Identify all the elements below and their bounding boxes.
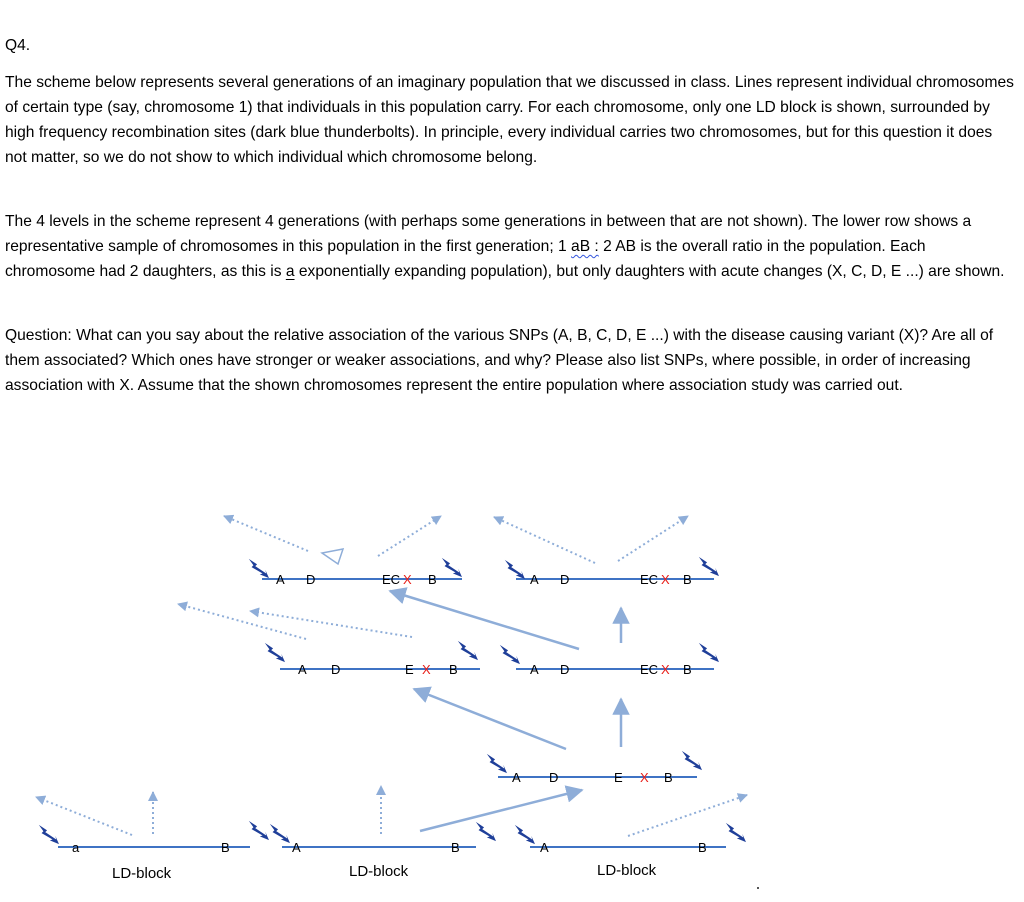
intro-paragraph: The scheme below represents several generations of an imaginary population that we discussed in class. Lines represent individual chromosomes of certain type (say, chromosome 1) that individuals in this population carry. For each chromosome, only one LD block is shown, surrounded by high frequency recombination sites (dark blue thunderbolts). In principle, every individual carries two chromosomes, but for this question it does not matter, so we do not show to which individual which chromosome belong. (5, 74, 1014, 166)
snp-a-allele: a (72, 840, 80, 855)
variant-x: X (661, 662, 670, 677)
gen1-chromosome-1 (58, 840, 250, 882)
thunderbolt-icon (249, 559, 269, 578)
arrow-gen2-to-gen3-left (414, 689, 566, 749)
dotted-arrow (628, 795, 747, 836)
variant-x: X (661, 572, 670, 587)
gen3-chromosome-right (516, 662, 714, 677)
hollow-arrowhead-icon (322, 549, 343, 564)
thunderbolt-icon (500, 645, 520, 664)
thunderbolt-icon (726, 823, 746, 842)
gen3-chromosome-left (280, 662, 480, 677)
snp-b: B (449, 662, 458, 677)
snp-b: B (428, 572, 437, 587)
question-number: Q4. (5, 37, 31, 54)
snp-ec: EC (640, 572, 659, 587)
snp-ec: EC (382, 572, 401, 587)
gen2-chromosome (498, 770, 697, 785)
dotted-arrow (178, 604, 306, 639)
thunderbolt-icon (699, 643, 719, 662)
stray-dot (757, 887, 759, 889)
snp-ec: EC (640, 662, 659, 677)
dotted-arrow (224, 516, 308, 551)
snp-b: B (698, 840, 707, 855)
gen1-chromosome-2 (282, 840, 476, 880)
variant-x: X (403, 572, 412, 587)
thunderbolt-icon (249, 821, 269, 840)
gen4-chromosome-right (516, 572, 714, 587)
snp-a: A (298, 662, 307, 677)
snp-b: B (664, 770, 673, 785)
variant-x: X (640, 770, 649, 785)
thunderbolt-icon (270, 824, 290, 843)
variant-x: X (422, 662, 431, 677)
snp-d: D (549, 770, 559, 785)
snp-b: B (683, 572, 692, 587)
dotted-arrow (618, 516, 688, 561)
arrow-gen1-to-gen2 (420, 790, 582, 831)
snp-e: E (405, 662, 414, 677)
thunderbolt-icon (515, 825, 535, 844)
arrow-gen3-to-gen4-left (390, 591, 579, 649)
dotted-arrow (494, 517, 595, 563)
snp-a: A (540, 840, 549, 855)
snp-d: D (560, 662, 570, 677)
thunderbolt-icon (487, 754, 507, 773)
ld-block-label: LD-block (597, 862, 657, 879)
dotted-arrow (36, 797, 132, 835)
generations-text-2: 2 AB is the overall ratio in the population. Each chromosome had 2 daughters, as this is (5, 238, 926, 280)
thunderbolt-icon (442, 558, 462, 577)
snp-d: D (560, 572, 570, 587)
generations-text-1: The 4 levels in the scheme represent 4 generations (with perhaps some generations in between that are not shown). The lower row shows a representative sample of chromosomes in this population in the first generation; 1 (5, 213, 972, 255)
thunderbolt-icon (265, 643, 285, 662)
article-highlight: a (285, 263, 295, 280)
generations-paragraph (5, 209, 1017, 284)
snp-d: D (306, 572, 316, 587)
snp-a: A (276, 572, 285, 587)
snp-e: E (614, 770, 623, 785)
snp-a: A (530, 572, 539, 587)
thunderbolt-icon (699, 557, 719, 576)
thunderbolt-icon (39, 825, 59, 844)
question-paragraph: Question: What can you say about the relative association of the various SNPs (A, B, C, D, E ...) with the disease causing variant (X)? Are all of them associated? Which ones have stronger or weaker associations, and why? Please also list SNPs, where possible, in order of increasing association with X. Assume that the shown chromosomes represent the entire population where association study was carried out. (5, 327, 994, 394)
generations-text-3: exponentially expanding population), but only daughters with acute changes (X, C, D, E ...) are shown. (294, 263, 1005, 280)
ld-block-label: LD-block (112, 865, 172, 882)
thunderbolt-icon (458, 641, 478, 660)
gen1-chromosome-3 (530, 840, 726, 879)
inheritance-arrows (390, 591, 621, 831)
snp-d: D (331, 662, 341, 677)
dotted-arrow (250, 611, 412, 637)
snp-b: B (683, 662, 692, 677)
snp-a: A (292, 840, 301, 855)
gen4-chromosome-left (262, 572, 462, 587)
ld-block-label: LD-block (349, 863, 409, 880)
snp-b: B (221, 840, 230, 855)
snp-a: A (530, 662, 539, 677)
thunderbolt-icon (682, 751, 702, 770)
snp-a: A (512, 770, 521, 785)
thunderbolt-icon (505, 560, 525, 579)
thunderbolt-icon (476, 822, 496, 841)
ratio-highlight: aB : (571, 238, 599, 255)
dotted-arrow (378, 516, 441, 556)
ld-block-diagram (0, 440, 1024, 902)
recombination-sites (39, 557, 746, 844)
snp-b: B (451, 840, 460, 855)
